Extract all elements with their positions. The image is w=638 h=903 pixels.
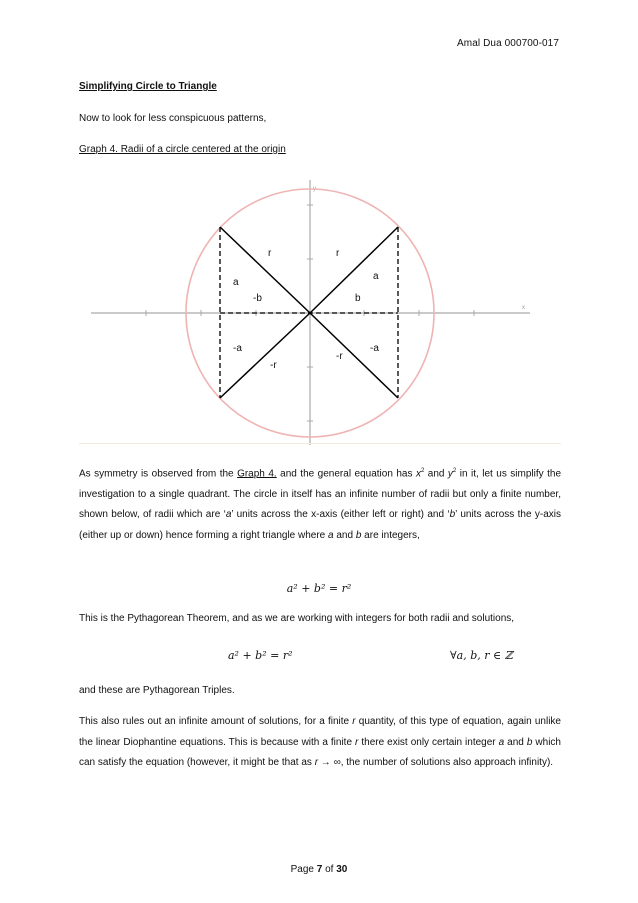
- paragraph-pythagorean-theorem: This is the Pythagorean Theorem, and as we are working with integers for both radii and solutions,: [79, 613, 515, 624]
- paragraph-finite-solutions: This also rules out an infinite amount of solutions, for a finite r quantity, of this type of equation, again unlike the linear Diophantine equations. This is because with a finite r there exist only certain integer a and b which can satisfy the equation (however, it might be that as r → ∞, the number of solutions also approach infinity).: [79, 716, 561, 768]
- figure-caption: Graph 4. Radii of a circle centered at the origin: [79, 144, 286, 155]
- y-axis-label: y: [313, 186, 316, 192]
- label-r-right: r: [336, 248, 340, 259]
- page-total: 30: [336, 864, 348, 875]
- intro-text: Now to look for less conspicuous patterns,: [79, 113, 267, 124]
- x-axis-label: x: [522, 305, 525, 311]
- paragraph-triples: and these are Pythagorean Triples.: [79, 685, 235, 696]
- page-footer: Page 7 of 30: [290, 864, 348, 875]
- radius-lower-right: [310, 313, 398, 398]
- label-a-right: a: [373, 271, 379, 282]
- radius-lower-left: [220, 313, 310, 398]
- paragraph-symmetry: As symmetry is observed from the Graph 4. and the general equation has $x^2$ and $y^2$ in it, let us simplify the investigation to a single quadrant. The circle in itself has an infinite number of radii but only a finite number, shown below, of radii which are ‘a’ units across the x-axis (either left or right) and ‘b’ units across the y-axis (either up or down) hence forming a right triangle where a and b are integers,: [79, 468, 561, 541]
- radius-upper-right: [310, 227, 398, 313]
- label-neg-r-right: -r: [336, 351, 343, 362]
- label-neg-a-left: -a: [233, 343, 242, 354]
- graph-reference: Graph 4.: [237, 468, 277, 480]
- figure-divider: [79, 443, 561, 444]
- section-title: Simplifying Circle to Triangle: [79, 81, 217, 92]
- label-neg-b: -b: [253, 293, 262, 304]
- label-a-left: a: [233, 277, 239, 288]
- equation-integer-left: a² + b² = r²: [228, 649, 293, 662]
- label-b: b: [355, 293, 361, 304]
- equation-pythagorean: a² + b² = r²: [286, 582, 352, 595]
- page-number: 7: [316, 864, 323, 875]
- label-r-left: r: [268, 248, 272, 259]
- equation-integer-right: ∀a, b, r ∈ ℤ: [450, 649, 513, 662]
- label-neg-a-right: -a: [370, 343, 379, 354]
- radius-upper-left: [220, 227, 310, 313]
- label-neg-r-left: -r: [270, 360, 277, 371]
- document-header-author: Amal Dua 000700-017: [457, 38, 559, 49]
